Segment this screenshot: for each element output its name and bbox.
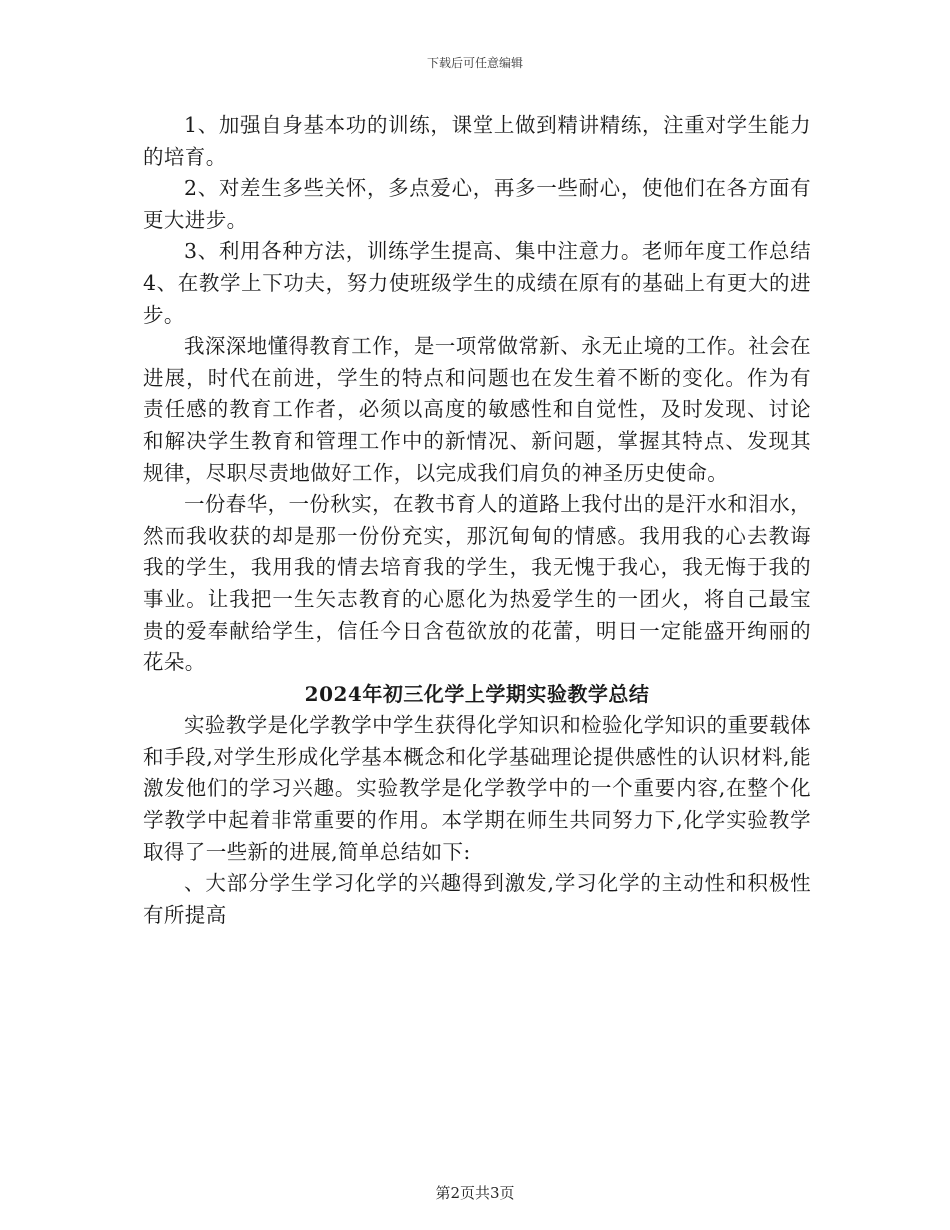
paragraph-7: 、大部分学生学习化学的兴趣得到激发,学习化学的主动性和积极性有所提高 <box>143 871 811 927</box>
section-title: 2024年初三化学上学期实验教学总结 <box>304 681 650 706</box>
paragraph-6: 实验教学是化学教学中学生获得化学知识和检验化学知识的重要载体和手段,对学生形成化学基本概念和化学基础理论提供感性的认识材料,能激发他们的学习兴趣。实验教学是化学教学中的一个重要内容,在整个化学教学中起着非常重要的作用。本学期在师生共同努力下,化学实验教学取得了一些新的进展,简单总结如下: <box>143 713 811 864</box>
page-footer: 第2页共3页 <box>435 1184 515 1202</box>
paragraph-2: 2、对差生多些关怀，多点爱心，再多一些耐心，使他们在各方面有更大进步。 <box>143 176 811 232</box>
page-header: 下载后可任意编辑 <box>426 56 523 70</box>
document-body <box>143 110 811 931</box>
paragraph-1: 1、加强自身基本功的训练，课堂上做到精讲精练，注重对学生能力的培育。 <box>143 113 811 169</box>
paragraph-3: 3、利用各种方法，训练学生提高、集中注意力。老师年度工作总结4、在教学上下功夫，努力使班级学生的成绩在原有的基础上有更大的进步。 <box>143 239 811 327</box>
paragraph-4: 我深深地懂得教育工作，是一项常做常新、永无止境的工作。社会在进展，时代在前进，学生的特点和问题也在发生着不断的变化。作为有责任感的教育工作者，必须以高度的敏感性和自觉性，及时发现、讨论和解决学生教育和管理工作中的新情况、新问题，掌握其特点、发现其规律，尽职尽责地做好工作，以完成我们肩负的神圣历史使命。 <box>143 334 811 485</box>
paragraph-5: 一份春华，一份秋实，在教书育人的道路上我付出的是汗水和泪水，然而我收获的却是那一份份充实，那沉甸甸的情感。我用我的心去教诲我的学生，我用我的情去培育我的学生，我无愧于我心，我无悔于我的事业。让我把一生矢志教育的心愿化为热爱学生的一团火，将自己最宝贵的爱奉献给学生，信任今日含苞欲放的花蕾，明日一定能盛开绚丽的花朵。 <box>143 492 811 675</box>
